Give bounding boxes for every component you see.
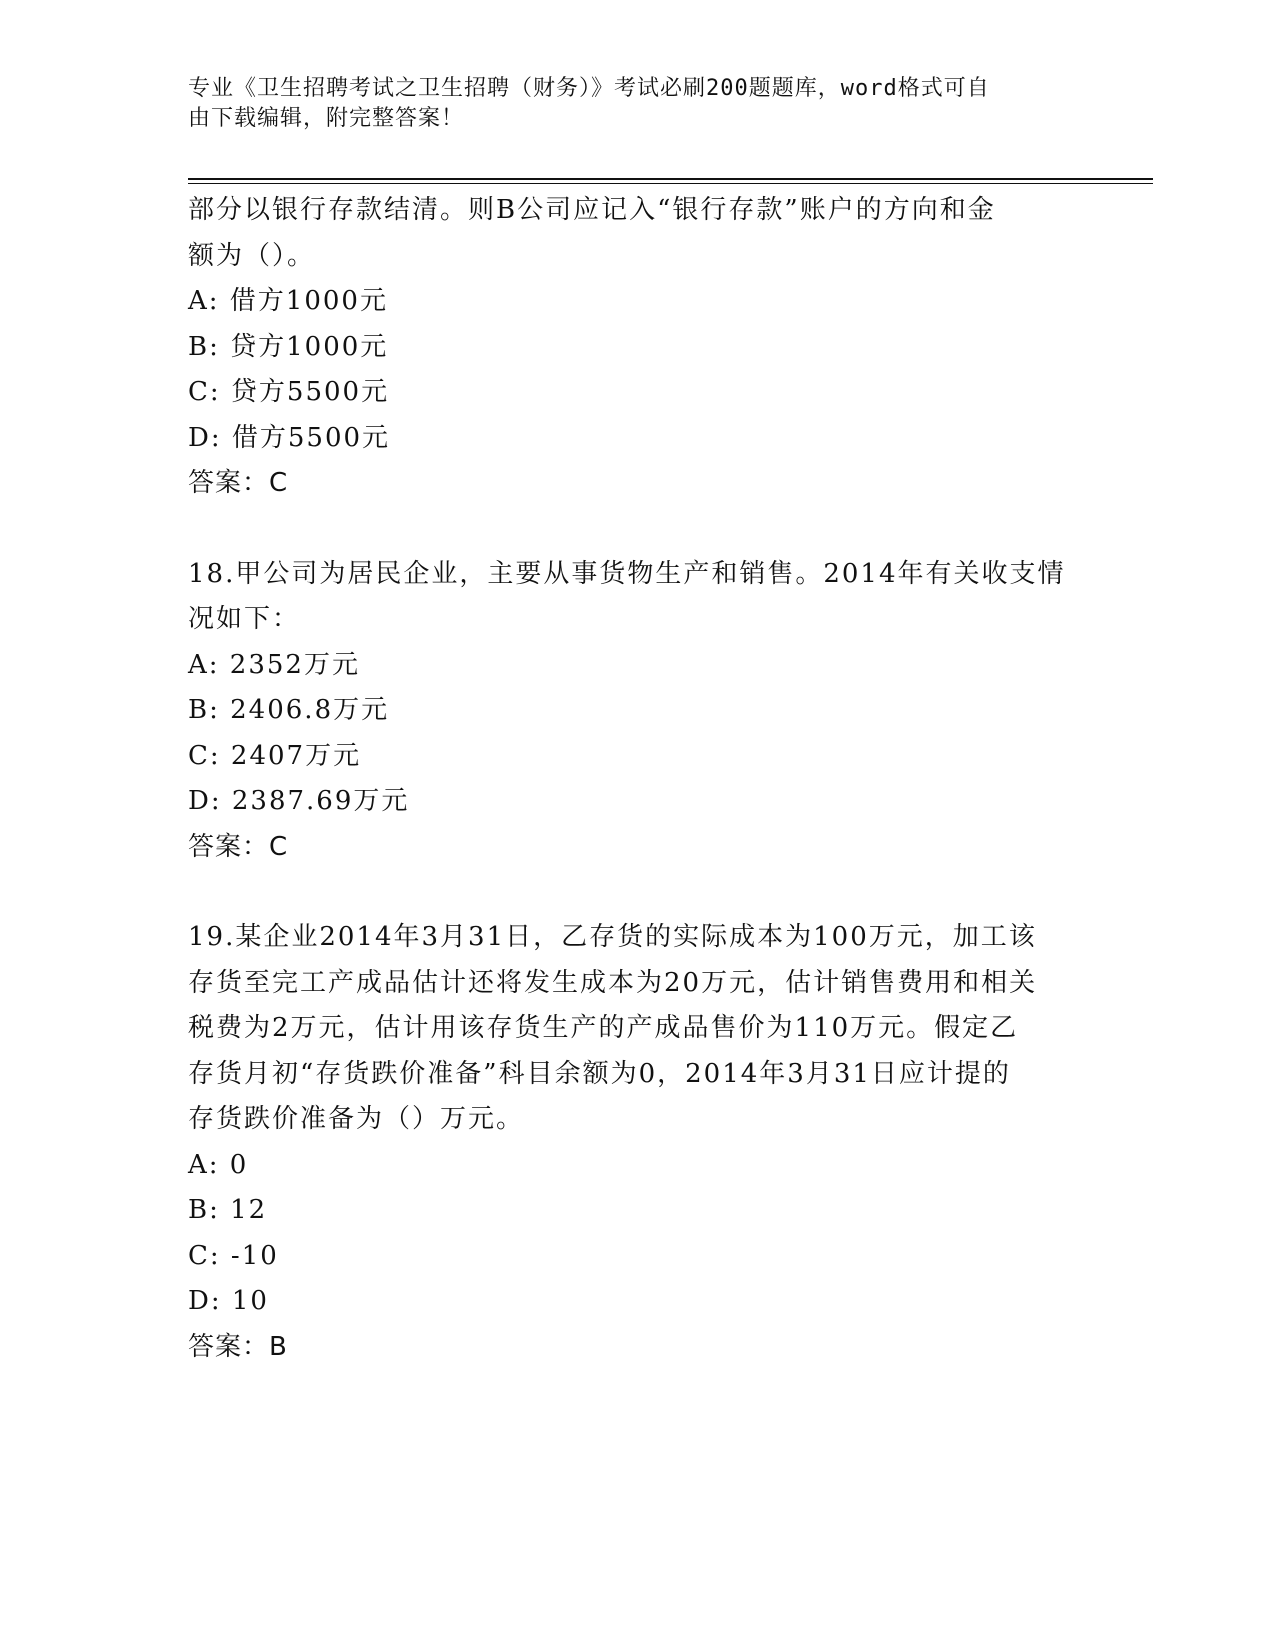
header-divider-thin [188, 183, 1153, 184]
option-c: C: -10 [188, 1240, 279, 1271]
option-a: A: 2352万元 [188, 649, 360, 680]
option-b: B: 2406.8万元 [188, 695, 390, 725]
question-spacer [188, 507, 1088, 552]
answer-line: 答案：B [188, 1331, 288, 1362]
option-a: A: 借方1000元 [188, 286, 388, 316]
header-line-2: 由下载编辑，附完整答案！ [188, 106, 465, 131]
question-stem-line: 存货月初“存货跌价准备”科目余额为0，2014年3月31日应计提的 [188, 1058, 1011, 1089]
option-c: C: 2407万元 [188, 740, 362, 771]
question-stem-line: 税费为2万元，估计用该存货生产的产成品售价为110万元。假定乙 [188, 1013, 1019, 1043]
answer-line: 答案：C [188, 468, 289, 498]
question-list [188, 188, 1088, 1370]
question-stem-line: 存货至完工产成品估计还将发生成本为20万元，估计销售费用和相关 [188, 967, 1038, 998]
header-line-1: 专业《卫生招聘考试之卫生招聘（财务）》考试必刷200题题库，word格式可自 [188, 76, 990, 101]
question-stem-line: 部分以银行存款结清。则B公司应记入“银行存款”账户的方向和金 [188, 195, 996, 225]
question-stem-line: 19.某企业2014年3月31日，乙存货的实际成本为100万元，加工该 [188, 922, 1037, 952]
question-stem-line: 况如下： [188, 604, 301, 634]
question-19 [188, 915, 1088, 1370]
option-c: C: 贷方5500元 [188, 377, 390, 407]
question-stem-line: 18.甲公司为居民企业，主要从事货物生产和销售。2014年有关收支情 [188, 558, 1066, 589]
question-18 [188, 552, 1088, 871]
header-divider-thick [188, 178, 1153, 180]
question-stem-line: 存货跌价准备为（）万元。 [188, 1104, 525, 1134]
option-d: D: 借方5500元 [188, 422, 391, 453]
option-a: A: 0 [188, 1149, 249, 1180]
option-d: D: 10 [188, 1286, 269, 1316]
question-17 [188, 188, 1088, 507]
option-d: D: 2387.69万元 [188, 786, 410, 816]
question-spacer [188, 870, 1088, 915]
option-b: B: 贷方1000元 [188, 331, 389, 362]
answer-line: 答案：C [188, 831, 289, 862]
document-header [188, 74, 1088, 134]
option-b: B: 12 [188, 1195, 268, 1225]
question-stem-line: 额为（）。 [188, 240, 316, 271]
